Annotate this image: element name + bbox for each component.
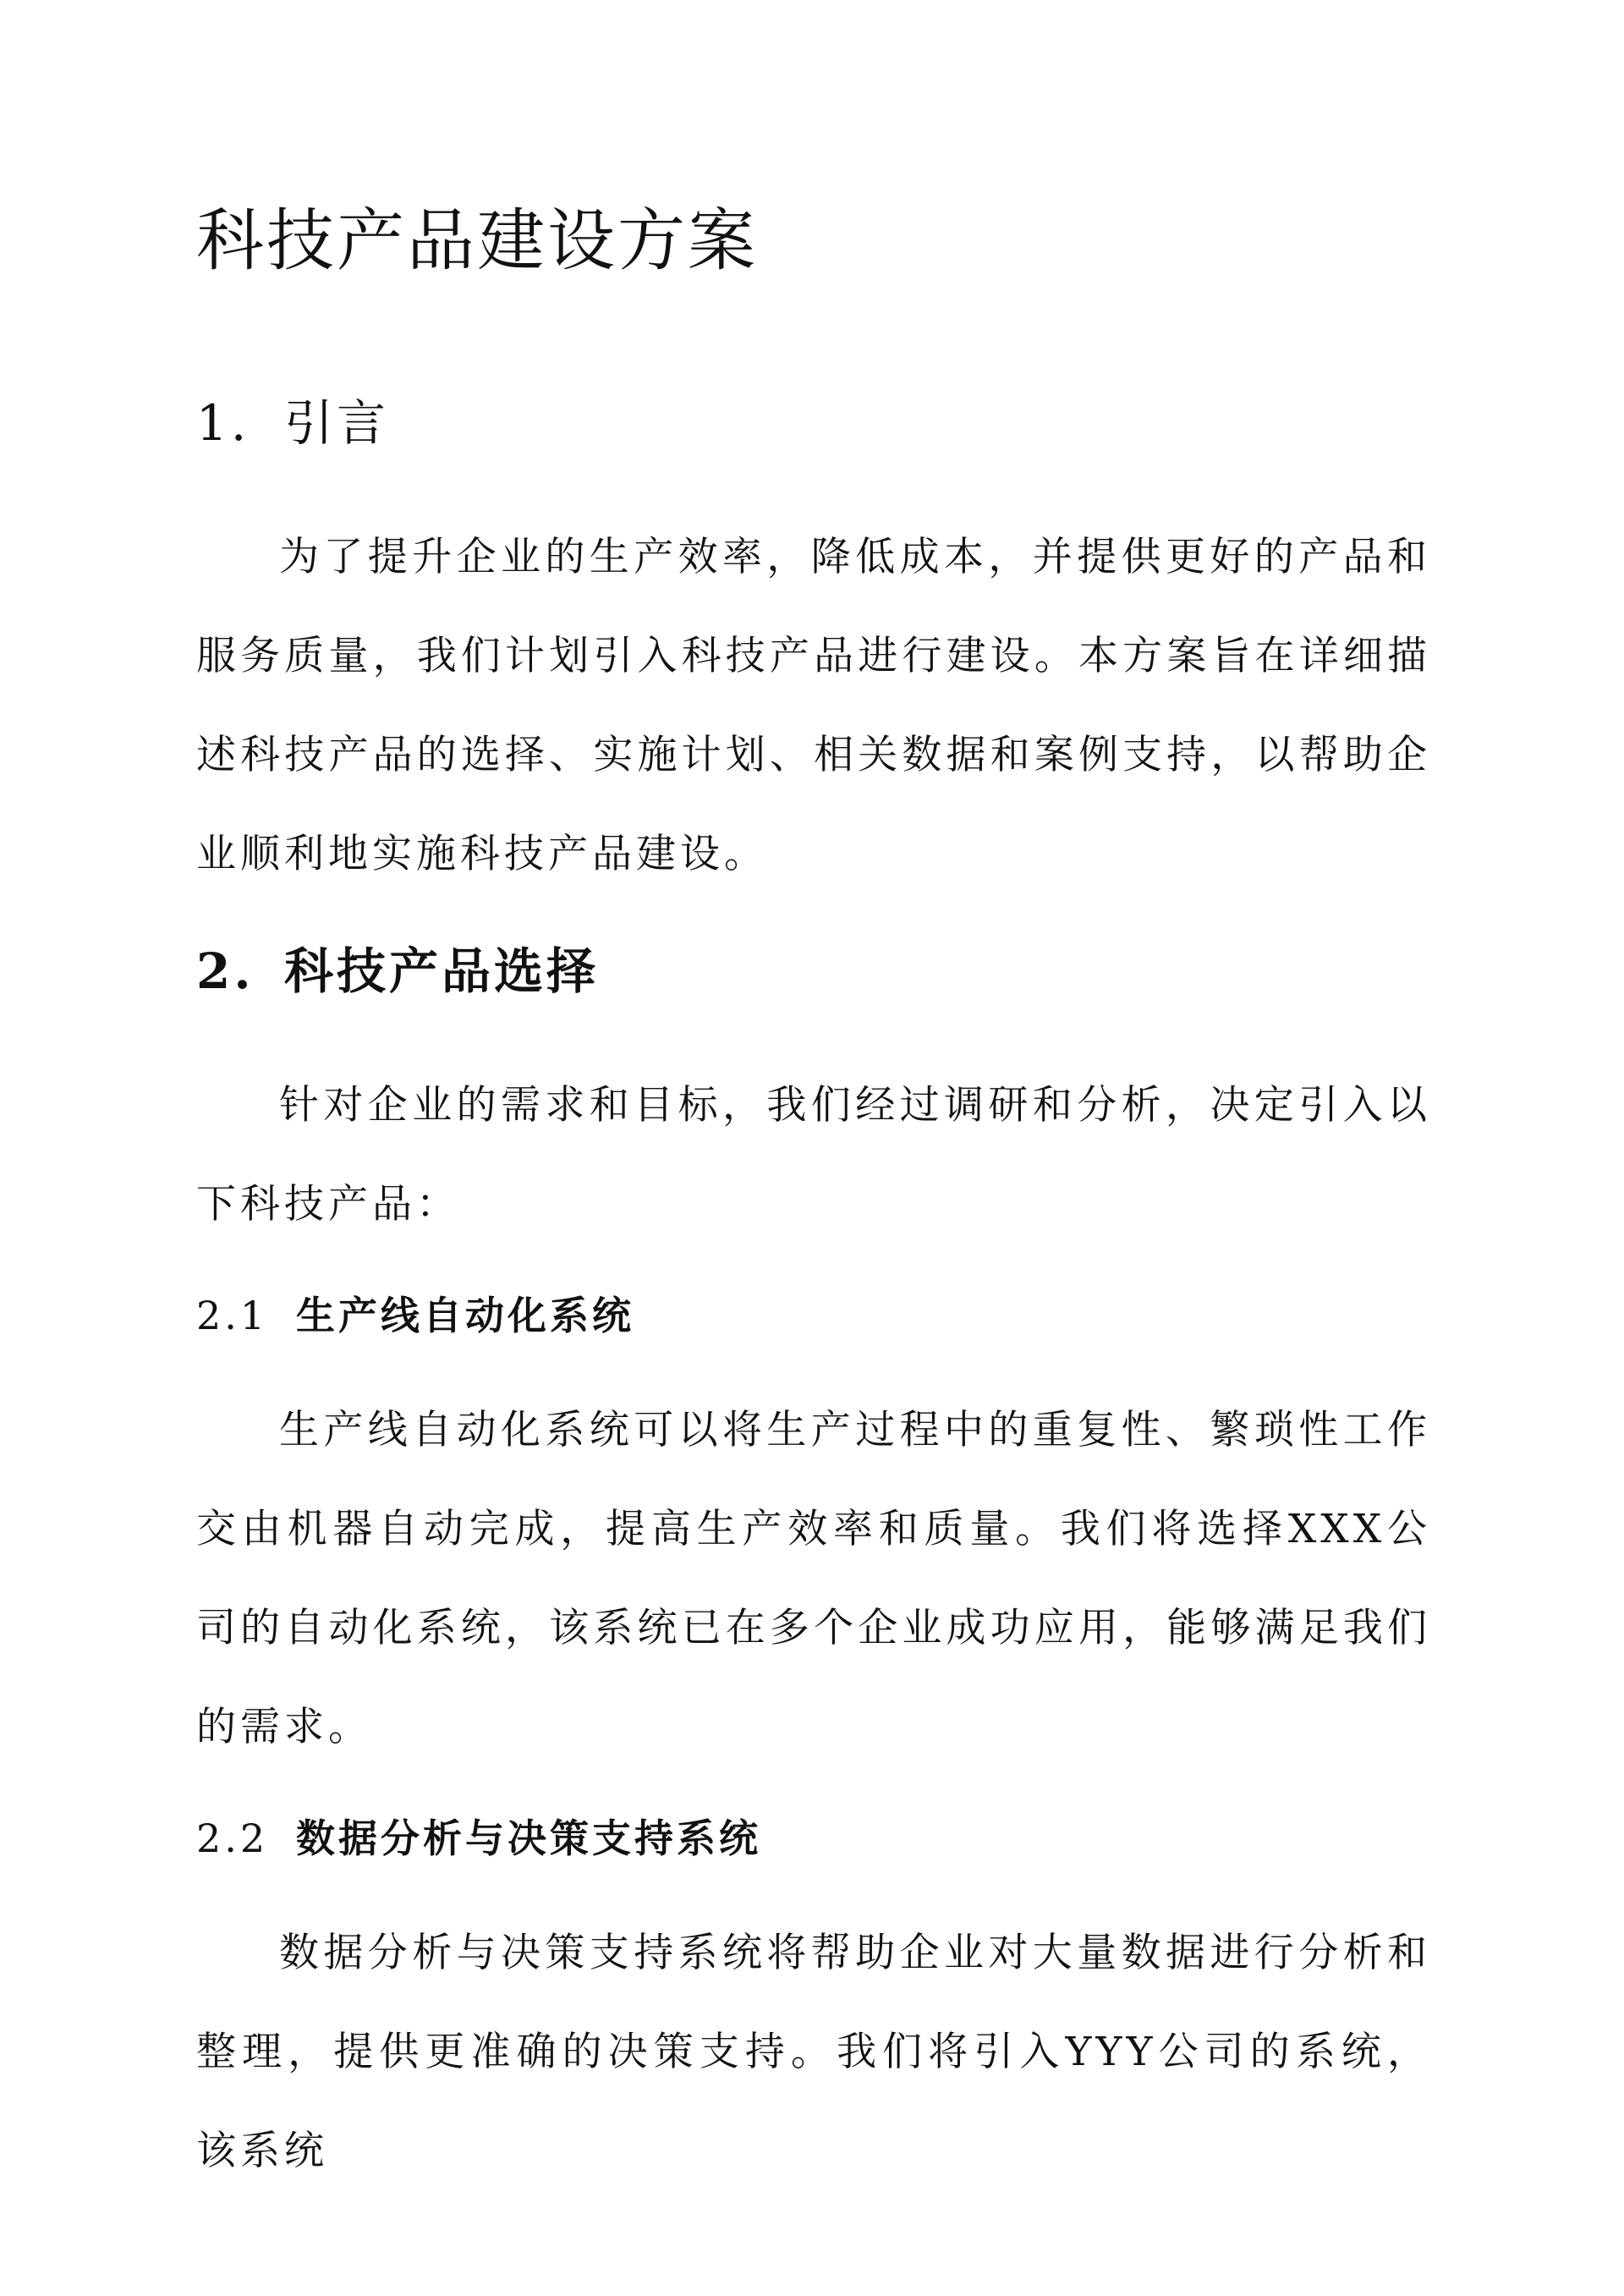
section-title: 引言 [284,394,390,452]
subsection-number: 2.1 [196,1293,269,1338]
section-heading-introduction [196,389,1431,457]
automation-paragraph: 生产线自动化系统可以将生产过程中的重复性、繁琐性工作交由机器自动完成，提高生产效率和质量。我们将选择XXX公司的自动化系统，该系统已在多个企业成功应用，能够满足我们的需求。 [196,1407,1431,1750]
product-selection-paragraph: 针对企业的需求和目标，我们经过调研和分析，决定引入以下科技产品： [196,1082,1431,1228]
subsection-number: 2.2 [196,1815,269,1861]
document-body [196,195,1431,2234]
decision-support-paragraph: 数据分析与决策支持系统将帮助企业对大量数据进行分析和整理，提供更准确的决策支持。我们将引入YYY公司的系统，该系统 [196,1930,1431,2174]
subsection-title: 数据分析与决策支持系统 [296,1815,761,1861]
section-number: 1. [196,394,250,452]
subsection-heading-decision-support [196,1810,1431,1866]
section-heading-product-selection [196,937,1431,1005]
document-title: 科技产品建设方案 [196,201,758,280]
section-number: 2. [196,942,255,1000]
introduction-paragraph: 为了提升企业的生产效率，降低成本，并提供更好的产品和服务质量，我们计划引入科技产品进行建设。本方案旨在详细描述科技产品的选择、实施计划、相关数据和案例支持，以帮助企业顺利地实施科技产品建设。 [196,534,1431,877]
subsection-title: 生产线自动化系统 [296,1293,634,1338]
section-title: 科技产品选择 [284,942,600,1000]
subsection-heading-automation [196,1288,1431,1343]
